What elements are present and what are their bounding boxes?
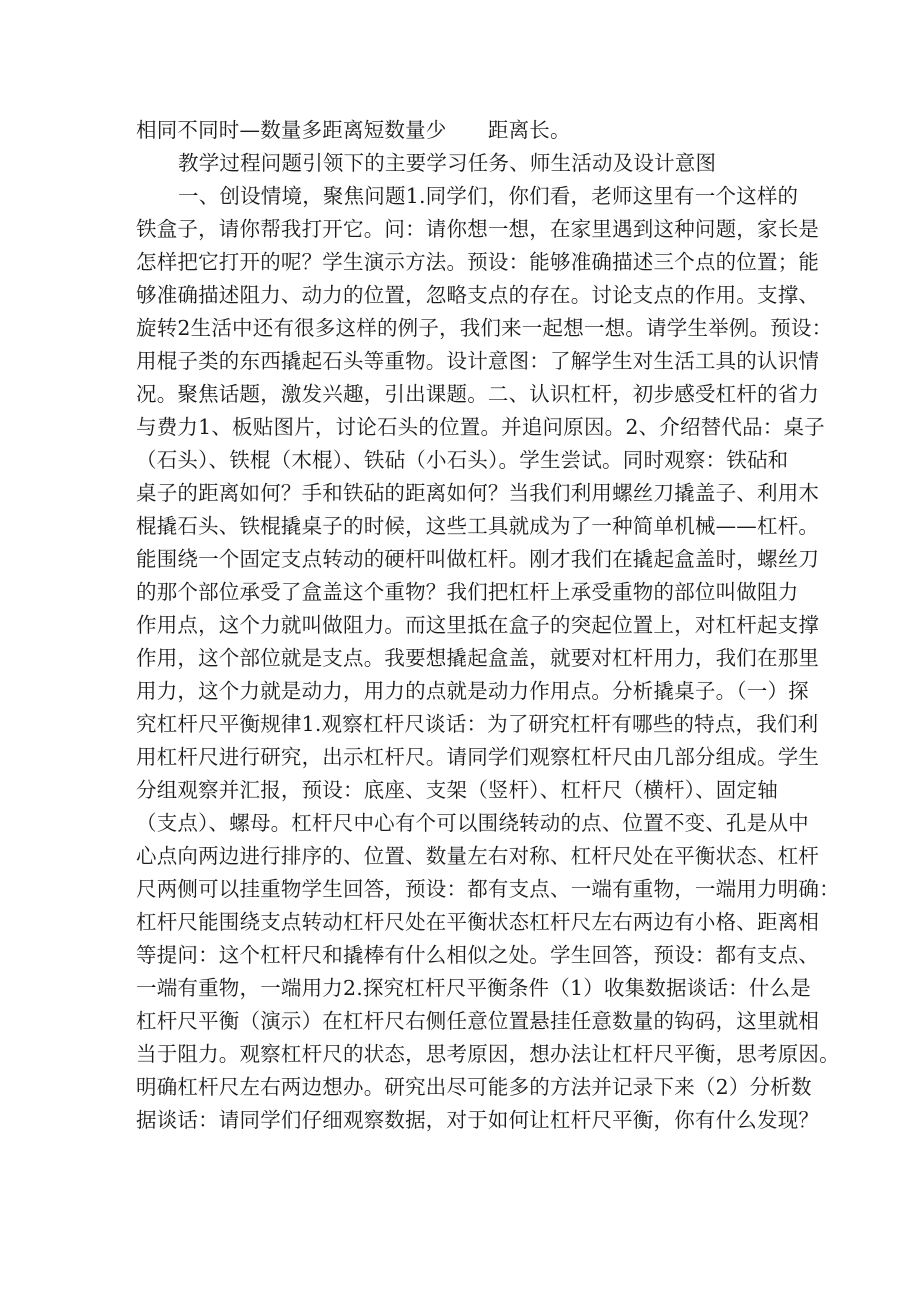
text-line: 据谈话：请同学们仔细观察数据，对于如何让杠杆尺平衡，你有什么发现？	[136, 1108, 820, 1132]
text-line: 棍撬石头、铁棍撬桌子的时候，这些工具就成为了一种简单机械——杠杆。	[136, 514, 820, 538]
text-line: 怎样把它打开的呢？学生演示方法。预设：能够准确描述三个点的位置；能	[136, 250, 820, 274]
text-line: 能围绕一个固定支点转动的硬杆叫做杠杆。刚才我们在撬起盒盖时，螺丝刀	[136, 547, 820, 571]
text-line: 当于阻力。观察杠杆尺的状态，思考原因，想办法让杠杆尺平衡，思考原因。	[136, 1042, 840, 1066]
text-line: 作用，这个部位就是支点。我要想撬起盒盖，就要对杠杆用力，我们在那里	[136, 646, 820, 670]
text-line: 杠杆尺能围绕支点转动杠杆尺处在平衡状态杠杆尺左右两边有小格、距离相	[136, 910, 820, 934]
text-line: 用力，这个力就是动力，用力的点就是动力作用点。分析撬桌子。（一）探	[136, 679, 809, 703]
text-line: 尺两侧可以挂重物学生回答，预设：都有支点、一端有重物，一端用力明确：	[136, 877, 840, 901]
text-line: 旋转2生活中还有很多这样的例子，我们来一起想一想。请学生举例。预设：	[136, 316, 833, 340]
text-line: 铁盒子，请你帮我打开它。问：请你想一想，在家里遇到这种问题，家长是	[136, 217, 820, 241]
text-line: （支点）、螺母。杠杆尺中心有个可以围绕转动的点、位置不变、孔是从中	[136, 811, 809, 835]
text-line: 够准确描述阻力、动力的位置，忽略支点的存在。讨论支点的作用。支撑、	[136, 283, 820, 307]
text-line: 与费力1、板贴图片，讨论石头的位置。并追问原因。2、介绍替代品：桌子	[136, 415, 825, 439]
text-line: 明确杠杆尺左右两边想办。研究出尽可能多的方法并记录下来（2）分析数	[136, 1075, 812, 1099]
text-line: 分组观察并汇报，预设：底座、支架（竖杆）、杠杆尺（横杆）、固定轴	[136, 778, 778, 802]
text-line: 心点向两边进行排序的、位置、数量左右对称、杠杆尺处在平衡状态、杠杆	[136, 844, 820, 868]
text-line: 究杠杆尺平衡规律1.观察杠杆尺谈话：为了研究杠杆有哪些的特点，我们利	[136, 712, 819, 736]
text-line: 相同不同时—数量多距离短数量少 距离长。	[136, 118, 571, 142]
text-line: 桌子的距离如何？手和铁砧的距离如何？当我们利用螺丝刀撬盖子、利用木	[136, 481, 820, 505]
text-line: 等提问：这个杠杆尺和撬棒有什么相似之处。学生回答，预设：都有支点、	[136, 943, 820, 967]
text-line: 用杠杆尺进行研究，出示杠杆尺。请同学们观察杠杆尺由几部分组成。学生	[136, 745, 820, 769]
paragraph-first-line: 一、创设情境，聚焦问题1.同学们，你们看，老师这里有一个这样的	[178, 184, 799, 208]
text-line: 况。聚焦话题，激发兴趣，引出课题。二、认识杠杆，初步感受杠杆的省力	[136, 382, 820, 406]
text-line: 作用点，这个力就叫做阻力。而这里抵在盒子的突起位置上，对杠杆起支撑	[136, 613, 820, 637]
text-line: 一端有重物，一端用力2.探究杠杆尺平衡条件（1）收集数据谈话：什么是	[136, 976, 811, 1000]
text-line: （石头）、铁棍（木棍）、铁砧（小石头）。学生尝试。同时观察：铁砧和	[136, 448, 789, 472]
text-line: 杠杆尺平衡（演示）在杠杆尺右侧任意位置悬挂任意数量的钩码，这里就相	[136, 1009, 820, 1033]
text-line: 的那个部位承受了盒盖这个重物？我们把杠杆上承受重物的部位叫做阻力	[136, 580, 799, 604]
text-line: 用棍子类的东西撬起石头等重物。设计意图：了解学生对生活工具的认识情	[136, 349, 820, 373]
section-heading: 教学过程问题引领下的主要学习任务、师生活动及设计意图	[178, 151, 717, 175]
